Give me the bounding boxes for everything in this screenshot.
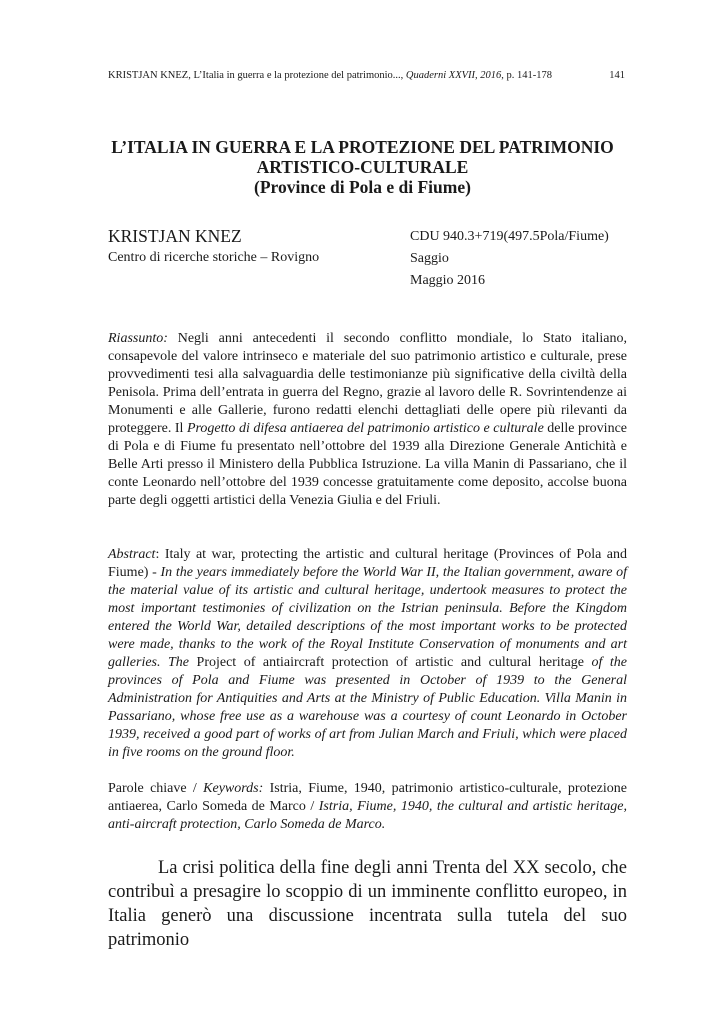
article-date: Maggio 2016 xyxy=(410,273,486,288)
title-line-2: ARTISTICO-CULTURALE xyxy=(256,157,469,177)
keywords-text-en: Istria, Fiume, 1940, the cultural and artistic heritage, anti-aircraft protection, Carlo Someda de Marco. xyxy=(108,799,628,832)
article-meta xyxy=(410,226,640,292)
abstract-text-1: : Italy at war, protecting the artistic and cultural heritage (Provinces of Pola and Fiume) - xyxy=(108,547,627,580)
running-head-prefix: KRISTJAN KNEZ, L’Italia in guerra e la protezione del patrimonio..., xyxy=(108,70,406,81)
keywords xyxy=(108,780,627,834)
abstract-text-2: Project of antiaircraft protection of artistic and cultural heritage xyxy=(189,655,592,670)
title-line-1: L’ITALIA IN GUERRA E LA PROTEZIONE DEL PATRIMONIO xyxy=(111,137,614,157)
cdu-code: CDU 940.3+719(497.5Pola/Fiume) xyxy=(410,229,609,244)
running-head-journal: Quaderni XXVII, 2016 xyxy=(405,70,502,81)
intro-paragraph: La crisi politica della fine degli anni Trenta del XX secolo, che contribuì a presagire lo scoppio di un imminente conflitto europeo, in Italia generò una discussione incentrata sulla tutela del suo patrimonio xyxy=(108,858,627,950)
keywords-label-en: Keywords: xyxy=(203,781,264,796)
riassunto-italic: Progetto di difesa antiaerea del patrimonio artistico e culturale xyxy=(186,421,544,436)
author-affiliation: Centro di ricerche storiche – Rovigno xyxy=(108,250,320,265)
riassunto xyxy=(108,330,627,510)
running-head-suffix: , p. 141-178 xyxy=(501,70,553,81)
abstract-italic-1: In the years immediately before the World War II, the Italian government, aware of the material value of its artistic and cultural heritage, undertook measures to protect the most important testimonies of civilization on the Istrian peninsula. Before the Kingdom entered the World War, detailed descriptions of the most important works to be protected were made, thanks to the work of the Royal Institute Conservation of monuments and art galleries. The xyxy=(108,565,628,670)
keywords-label: Parole chiave / xyxy=(108,781,204,796)
riassunto-text-2: delle province di Pola e di Fiume fu presentato nell’ottobre del 1939 alla Direzione Generale Antichità e Belle Arti presso il Ministero della Pubblica Istruzione. La villa Manin di Passariano, che il conte Leonardo nell’ottobre del 1939 concesse gratuitamente come deposito, accolse buona parte degli oggetti artistici della Venezia Giulia e del Friuli. xyxy=(108,421,627,508)
running-head xyxy=(108,69,625,82)
abstract-italic-2: of the provinces of Pola and Fiume was presented in October of 1939 to the General Administration for Antiquities and Arts at the Ministry of Public Education. Villa Manin in Passariano, whose free use as a warehouse was a courtesy of count Leonardo in October 1939, received a good part of works of art from Julian March and Friuli, which were placed in five rooms on the ground floor. xyxy=(108,655,627,760)
article-type: Saggio xyxy=(410,251,449,266)
riassunto-text-1: Negli anni antecedenti il secondo conflitto mondiale, lo Stato italiano, consapevole del valore intrinseco e materiale del suo patrimonio artistico e culturale, prese provvedimenti tesi alla salvaguardia delle testimonianze più significative della civiltà della Penisola. Prima dell’entrata in guerra del Regno, grazie al lavoro delle R. Sovrintendenze ai Monumenti e alle Gallerie, furono redatti elenchi dettagliati delle opere più rilevanti da proteggere. Il xyxy=(108,331,627,436)
article-title xyxy=(100,137,625,197)
abstract xyxy=(108,546,627,762)
title-line-3: (Province di Pola e di Fiume) xyxy=(254,177,471,197)
abstract-label: Abstract xyxy=(108,547,156,562)
author-name: KRISTJAN KNEZ xyxy=(108,226,242,246)
author-block xyxy=(108,225,388,267)
page-number: 141 xyxy=(609,70,625,81)
riassunto-label: Riassunto: xyxy=(108,331,168,346)
keywords-text-it: Istria, Fiume, 1940, patrimonio artistico-culturale, protezione antiaerea, Carlo Someda de Marco / xyxy=(108,781,627,814)
